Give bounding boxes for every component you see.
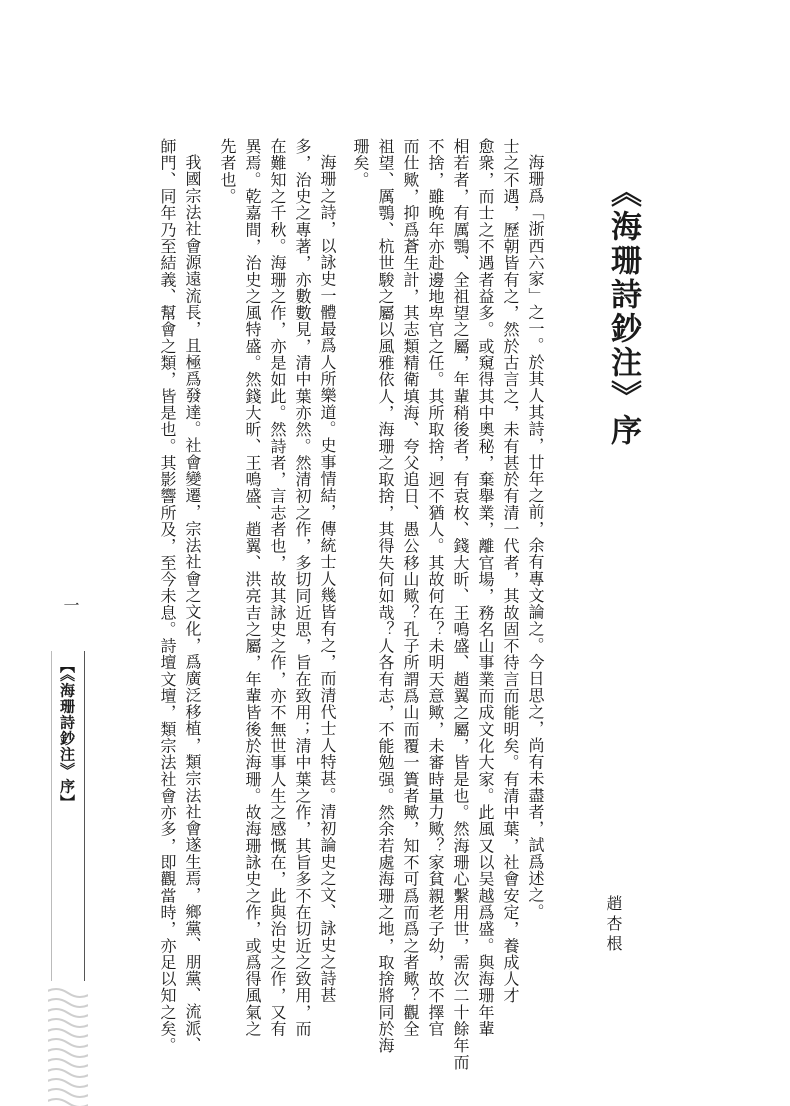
running-head: 【《海珊詩鈔注》序】 <box>58 658 76 811</box>
text-column: 愈衆，而士之不遇者益多。或窺得其中奧秘，棄舉業，離官場，務名山事業而成文化大家。此風又以吴越爲盛。與海珊年輩 <box>476 138 495 1038</box>
text-column: 不捨，雖晚年亦赴邊地卑官之任。其所取捨，迥不猶人。其故何在？未明天意歟，未審時量力歟？家貧親老子幼，故不擇官 <box>426 138 445 1038</box>
text-column: 祖望、厲鶚、杭世駿之屬以風雅依人，海珊之取捨，其得失何如哉？人各有志，不能勉强。然余若處海珊之地，取捨將同於海 <box>376 138 395 1054</box>
decorative-wave-pattern <box>48 985 88 1106</box>
text-column: 異焉。乾嘉間，治史之風特盛。然錢大昕、王鳴盛、趙翼、洪亮吉之屬，年輩皆後於海珊。故海珊詠史之作，或爲得風氣之 <box>243 138 262 1038</box>
text-column: 海珊爲「浙西六家」之一。於其人其詩，廿年之前，余有專文論之。今日思之，尚有未盡者，試爲述之。 <box>526 154 545 920</box>
text-column: 在難知之千秋。海珊之作，亦是如此。然詩者，言志者也，故其詠史之作，亦不無世事人生之感慨在，此與治史之作，又有 <box>268 138 287 1038</box>
author-name: 趙杏根 <box>604 895 623 955</box>
preface-title: 《海珊詩鈔注》序 <box>605 176 641 448</box>
text-column: 相若者，有厲鶚、全祖望之屬，年輩稍後者，有袁枚、錢大昕、王鳴盛、趙翼之屬，皆是也。然海珊心繫用世，需次二十餘年而 <box>451 138 470 1071</box>
text-column: 士之不遇，歷朝皆有之，然於古言之，未有甚於有清一代者，其故固不待言而能明矣。有清中葉，社會安定，養成人才 <box>501 138 520 1004</box>
page-number: 一 <box>61 597 80 613</box>
text-column: 珊矣。 <box>351 138 370 188</box>
margin-rule <box>51 651 52 981</box>
text-column: 先者也。 <box>218 138 237 205</box>
text-column: 而仕歟，抑爲蒼生計，其志類精衛填海、夸父追日、愚公移山歟？孔子所謂爲山而覆一簣者歟，知不可爲而爲之者歟？觀全 <box>401 138 420 1038</box>
margin-rule <box>84 651 85 981</box>
text-column: 多，治史之專著，亦數數見，清中葉亦然。然清初之作，多切同近思，旨在致用；清中葉之作，其旨多不在切近之致用，而 <box>293 138 312 1038</box>
text-column: 海珊之詩，以詠史一體最爲人所樂道。史事情結，傳統士人幾皆有之，而清代士人特甚。清初論史之文、詠史之詩甚 <box>318 154 337 1004</box>
text-column: 我國宗法社會源遠流長，且極爲發達。社會變遷，宗法社會之文化，爲廣泛移植，類宗法社會遂生焉，鄉黨、朋黨、流派、 <box>183 154 202 1054</box>
text-column: 師門、同年乃至結義、幫會之類，皆是也。其影響所及，至今未息。詩壇文壇，類宗法社會亦多，即觀當時，亦足以知之矣。 <box>158 138 177 1054</box>
